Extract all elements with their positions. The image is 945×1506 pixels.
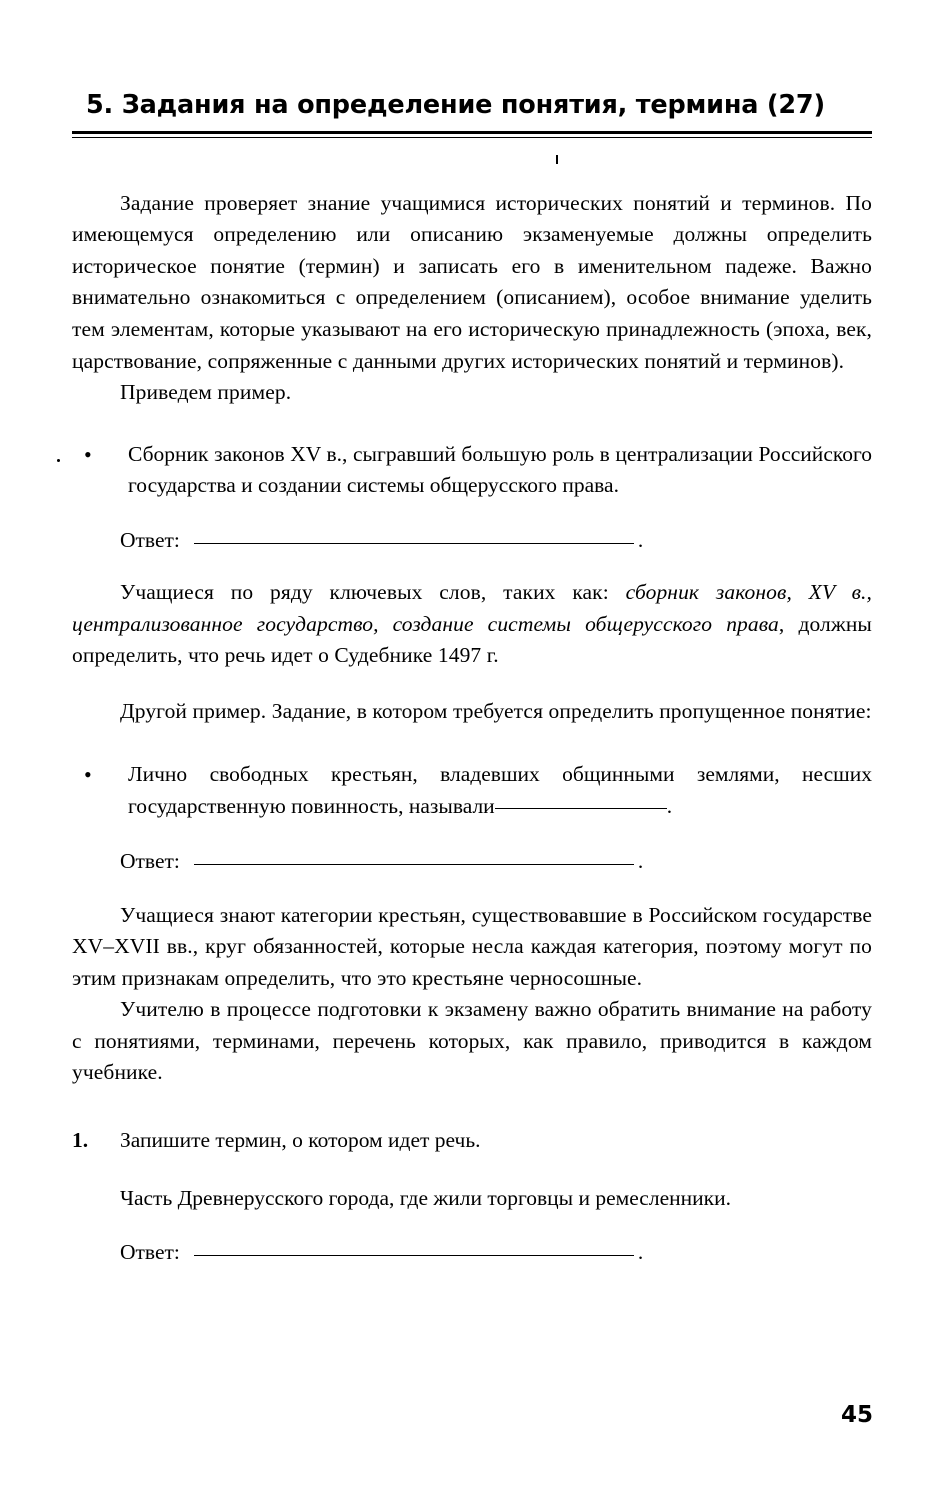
intro-paragraph: Задание проверяет знание учащимися исторических понятий и терминов. По имеющемуся определению или описанию экзаменуемые должны определить историческое понятие (термин) и записать его в именительном падеже. Важно внимательно ознакомиться с определением (описанием), особое внимание уделить тем элементам, которые указывают на его историческую принадлежность (эпоха, век, царствование, сопряженные с данными других исторических понятий и терминов).: [72, 190, 872, 373]
title-divider-thin: [72, 137, 872, 138]
example-1-text: Сборник законов XV в., сыгравший большую роль в централизации Российского государства и создании системы общерусского права.: [128, 441, 872, 498]
task-question: Часть Древнерусского города, где жили торговцы и ремесленники.: [120, 1185, 731, 1210]
example-1-bullet: [80, 439, 872, 502]
answer-blank-line[interactable]: [194, 542, 634, 544]
bullet-icon: •: [84, 441, 92, 467]
page-content: [72, 90, 872, 1265]
answer-label: Ответ:: [120, 1240, 180, 1265]
page-speck: [57, 459, 60, 462]
other-example-lead: Другой пример. Задание, в котором требуется определить пропущенное понятие:: [120, 698, 872, 723]
teacher-note-paragraph: Учителю в процессе подготовки к экзамену важно обратить внимание на работу с понятиями, терминами, перечень которых, как правило, приводится в каждом учебнике.: [72, 997, 872, 1085]
inline-blank-line[interactable]: [495, 807, 667, 809]
explanation-1-part-2: , должны определить, что речь идет о Судебнике 1497 г.: [72, 611, 872, 668]
answer-label: Ответ:: [120, 527, 180, 552]
answer-blank-line[interactable]: [194, 863, 634, 865]
task-1: [72, 1125, 872, 1157]
answer-field-3[interactable]: [120, 1240, 872, 1265]
example-2-text: [128, 759, 872, 822]
example-lead-paragraph: Приведем пример.: [120, 380, 292, 405]
bullet-icon: •: [84, 762, 92, 788]
task-number: 1.: [72, 1128, 89, 1153]
page-speck: [556, 155, 558, 164]
title-divider-thick: [72, 131, 872, 134]
answer-period: .: [637, 1240, 644, 1265]
page-title: 5. Задания на определение понятия, термина (27): [86, 90, 825, 120]
task-instruction: Запишите термин, о котором идет речь.: [120, 1128, 481, 1153]
answer-period: .: [637, 527, 644, 552]
answer-field-1[interactable]: [120, 528, 872, 553]
answer-blank-line[interactable]: [194, 1254, 634, 1256]
explanation-2-paragraph: Учащиеся знают категории крестьян, существовавшие в Российском государстве XV–XVII вв., круг обязанностей, которые несла каждая категория, поэтому могут по этим признакам определить, что это крестьяне черносошные.: [72, 902, 872, 990]
explanation-1-part-1: Учащиеся по ряду ключевых слов, таких как:: [120, 579, 626, 604]
explanation-1-keywords: сборник законов, XV в., централизованное государство, создание системы общерусского права: [72, 579, 872, 636]
answer-label: Ответ:: [120, 848, 180, 873]
explanation-1-paragraph: [72, 577, 872, 672]
answer-field-2[interactable]: [120, 849, 872, 874]
example-2-bullet: [80, 759, 872, 822]
example-2-period: .: [666, 793, 673, 818]
page-number: 45: [840, 1402, 873, 1428]
answer-period: .: [637, 848, 644, 873]
example-2-sentence: Лично свободных крестьян, владевших общинными землями, несших государственную повинность, называли: [128, 762, 872, 818]
